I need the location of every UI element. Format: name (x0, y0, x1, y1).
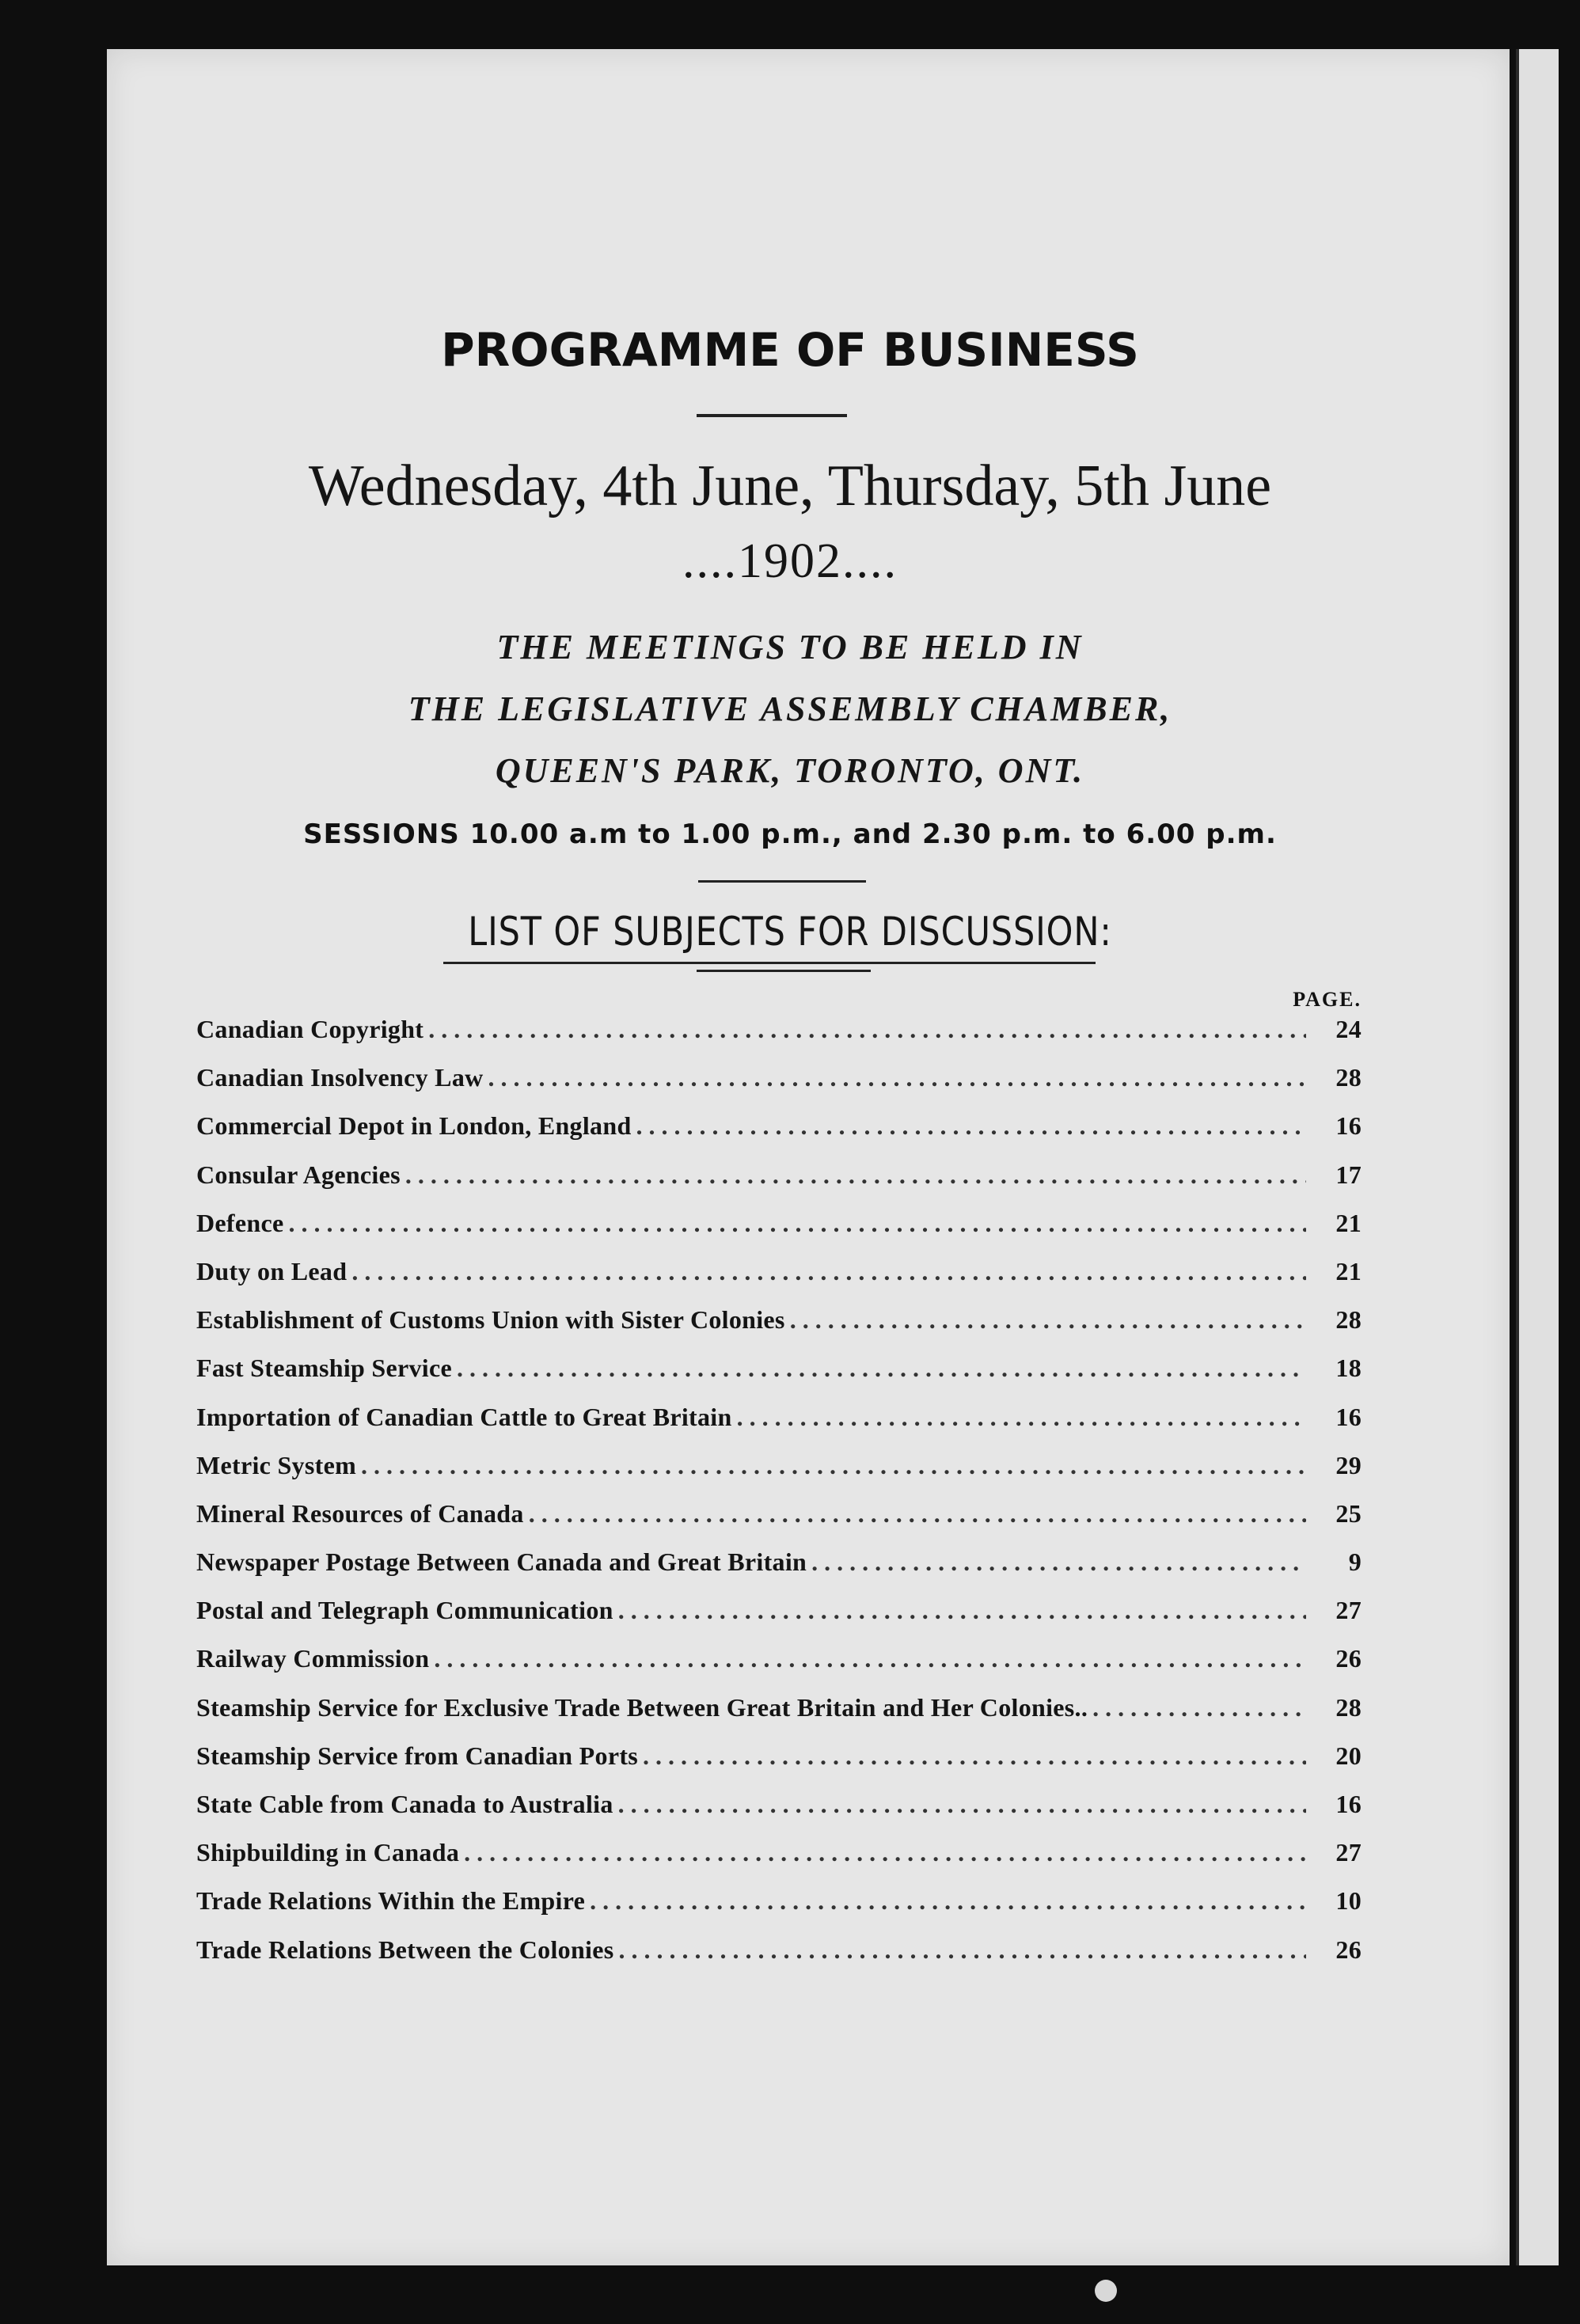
subject-name: Commercial Depot in London, England (196, 1111, 632, 1141)
dot-leader (643, 1741, 1306, 1771)
adjacent-page-edge (1516, 49, 1559, 2265)
sessions-divider (698, 880, 866, 883)
title-divider (697, 414, 847, 417)
dot-leader (457, 1354, 1306, 1383)
subject-name: Newspaper Postage Between Canada and Great Britain (196, 1547, 807, 1577)
subject-name: Postal and Telegraph Communication (196, 1596, 613, 1625)
page-number: 17 (1335, 1160, 1362, 1189)
list-item (196, 1693, 1362, 1741)
dot-leader (619, 1935, 1307, 1965)
dot-leader (529, 1499, 1306, 1528)
venue-line-2: THE LEGISLATIVE ASSEMBLY CHAMBER, (408, 689, 1172, 728)
page-number: 28 (1335, 1063, 1362, 1092)
paper-speck (1095, 2280, 1117, 2302)
list-item (196, 1451, 1362, 1499)
page-number: 26 (1335, 1935, 1362, 1964)
subject-name: Trade Relations Within the Empire (196, 1886, 586, 1916)
list-item (196, 1354, 1362, 1402)
subject-name: Canadian Insolvency Law (196, 1063, 484, 1092)
list-item (196, 1644, 1362, 1692)
dot-leader (618, 1596, 1306, 1625)
page-number: 21 (1335, 1256, 1362, 1285)
dot-leader (488, 1063, 1306, 1092)
subject-name: Consular Agencies (196, 1160, 401, 1189)
page-number: 9 (1348, 1547, 1362, 1577)
dot-leader (590, 1886, 1306, 1916)
subject-name: Duty on Lead (196, 1256, 348, 1285)
list-item (196, 1790, 1362, 1838)
dot-leader (618, 1790, 1306, 1819)
page-number: 16 (1335, 1402, 1362, 1431)
subject-name: State Cable from Canada to Australia (196, 1790, 613, 1818)
page-number: 10 (1335, 1886, 1362, 1916)
list-item (196, 1209, 1362, 1257)
list-item (196, 1257, 1362, 1305)
subject-name: Steamship Service for Exclusive Trade Between Great Britain and Her Colonies.. (196, 1692, 1088, 1722)
dot-leader (737, 1403, 1306, 1432)
page-number: 28 (1335, 1692, 1362, 1722)
venue-line-1: THE MEETINGS TO BE HELD IN (496, 628, 1084, 666)
dot-leader (361, 1451, 1306, 1480)
list-item (196, 1015, 1362, 1063)
subject-name: Metric System (196, 1450, 357, 1479)
list-item (196, 1111, 1362, 1160)
page-number: 28 (1335, 1305, 1362, 1335)
dot-leader (434, 1644, 1306, 1673)
list-item (196, 1499, 1362, 1547)
dot-leader (811, 1547, 1306, 1577)
subject-list (196, 1015, 1362, 1984)
dot-leader (790, 1305, 1306, 1335)
page-number: 27 (1335, 1838, 1362, 1867)
subject-name: Fast Steamship Service (196, 1354, 453, 1383)
list-item (196, 1741, 1362, 1790)
dot-leader (636, 1111, 1306, 1141)
dot-leader (1092, 1693, 1306, 1722)
page-number: 25 (1335, 1498, 1362, 1528)
list-item (196, 1160, 1362, 1209)
dot-leader (288, 1209, 1306, 1238)
subject-name: Establishment of Customs Union with Sister Colonies (196, 1305, 785, 1335)
page-number: 27 (1335, 1596, 1362, 1625)
list-heading-underline-short (697, 970, 871, 972)
subject-name: Defence (196, 1208, 284, 1237)
subject-name: Railway Commission (196, 1644, 430, 1673)
document-title: PROGRAMME OF BUSINESS (441, 323, 1139, 377)
list-item (196, 1935, 1362, 1984)
list-item (196, 1596, 1362, 1644)
page-number: 21 (1335, 1208, 1362, 1237)
venue-line-3: QUEEN'S PARK, TORONTO, ONT. (495, 751, 1085, 790)
subject-name: Shipbuilding in Canada (196, 1838, 460, 1867)
subject-name: Trade Relations Between the Colonies (196, 1935, 614, 1964)
session-times: SESSIONS 10.00 a.m to 1.00 p.m., and 2.30 p.m. to 6.00 p.m. (303, 818, 1277, 850)
page-number: 26 (1335, 1644, 1362, 1673)
dot-leader (405, 1160, 1306, 1190)
subject-name: Canadian Copyright (196, 1015, 424, 1043)
list-item (196, 1547, 1362, 1596)
list-item (196, 1063, 1362, 1111)
dot-leader (464, 1838, 1306, 1867)
list-item (196, 1305, 1362, 1354)
list-heading: LIST OF SUBJECTS FOR DISCUSSION: (468, 909, 1112, 955)
dot-leader (351, 1257, 1306, 1286)
subject-name: Importation of Canadian Cattle to Great Britain (196, 1402, 732, 1431)
list-heading-underline (443, 962, 1096, 964)
meeting-year: ....1902.... (682, 534, 898, 588)
page-number: 18 (1335, 1354, 1362, 1383)
page-column-label: PAGE. (1293, 988, 1362, 1011)
meeting-dates: Wednesday, 4th June, Thursday, 5th June (308, 454, 1272, 518)
page-number: 20 (1335, 1741, 1362, 1770)
page-number: 16 (1335, 1790, 1362, 1818)
subject-name: Mineral Resources of Canada (196, 1498, 524, 1528)
subject-name: Steamship Service from Canadian Ports (196, 1741, 639, 1770)
list-item (196, 1403, 1362, 1451)
page-number: 16 (1335, 1111, 1362, 1141)
page-number: 24 (1335, 1015, 1362, 1043)
dot-leader (428, 1015, 1306, 1044)
list-item (196, 1838, 1362, 1886)
page-number: 29 (1335, 1450, 1362, 1479)
list-item (196, 1886, 1362, 1935)
